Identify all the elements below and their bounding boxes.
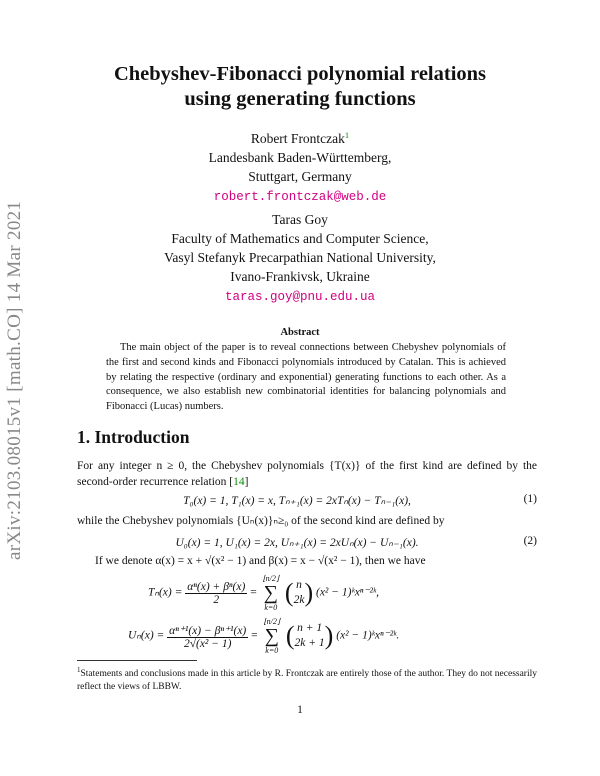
summation-sign: ⌊n/2⌋ ∑ k=0 xyxy=(262,574,280,612)
equation-1: T₀(x) = 1, T₁(x) = x, Tₙ₊₁(x) = 2xTₙ(x) − Tₙ₋₁(x), (1) xyxy=(183,493,537,507)
fraction: $\frac{\text{αⁿ(x) + βⁿ(x)}}{2}$ xyxy=(187,580,246,606)
author-name: Robert Frontczak xyxy=(250,131,345,146)
binomial: ( n + 1 2k + 1 ) xyxy=(285,621,334,650)
author-name: Taras Goy xyxy=(272,212,328,227)
author-block-2 xyxy=(0,210,600,307)
author-block-1 xyxy=(0,126,600,207)
equation-2: U₀(x) = 1, U₁(x) = 2x, Uₙ₊₁(x) = 2xUₙ(x) − Uₙ₋₁(x). (2) xyxy=(175,535,537,549)
author-affiliation: Vasyl Stefanyk Precarpathian National University, xyxy=(164,250,436,265)
title-line-1: Chebyshev-Fibonacci polynomial relations xyxy=(113,63,487,85)
equation-number: (1) xyxy=(523,493,537,505)
summation-sign: ⌊n/2⌋ ∑ k=0 xyxy=(263,617,280,655)
author-email-link[interactable]: robert.frontczak@web.de xyxy=(213,190,387,204)
citation-link[interactable]: 14 xyxy=(233,475,245,488)
author-email-link[interactable]: taras.goy@pnu.edu.ua xyxy=(224,290,376,304)
equation-number: (2) xyxy=(523,535,537,547)
arxiv-identifier: arXiv:2103.08015v1 [math.CO] 14 Mar 2021 xyxy=(4,200,25,560)
paragraph-2: while the Chebyshev polynomials {Uₙ(x)}ₙ≥₀ of the second kind are defined by xyxy=(77,515,445,527)
author-affiliation: Faculty of Mathematics and Computer Science, xyxy=(171,231,429,246)
formula-T: Tₙ(x) = $\frac{\text{αⁿ(x) + βⁿ(x)}}{2}$ = ⌊n/2⌋ ∑ k=0 ( n 2k ) (x² − 1)ᵏxⁿ⁻²ᵏ, xyxy=(148,574,380,612)
abstract-text: The main object of the paper is to reveal connections between Chebyshev polynomials of the first and second kinds and Fibonacci polynomials introduced by Catalan. This is achieved by relating the respective (ordinary and exponential) generating functions to each other. As a consequence, we also establish new combinatorial identities for balancing polynomials and Fibonacci (Lucas) numbers. xyxy=(106,342,506,413)
author-affiliation: Stuttgart, Germany xyxy=(248,169,352,184)
formula-U: Uₙ(x) = $\frac{\text{αⁿ⁺¹(x) − βⁿ⁺¹(x)}}{\text{2√(x² − 1)}}$ = ⌊n/2⌋ ∑ k=0 ( n + 1 2k + 1 ) (x² − 1)ᵏxⁿ⁻²ᵏ. xyxy=(128,617,400,655)
paper-title xyxy=(0,62,600,112)
title-line-2: using generating functions xyxy=(184,88,416,110)
author-affiliation: Ivano-Frankivsk, Ukraine xyxy=(230,269,370,284)
footnote-rule xyxy=(77,660,197,661)
page-number: 1 xyxy=(297,704,303,716)
fraction: $\frac{\text{αⁿ⁺¹(x) − βⁿ⁺¹(x)}}{\text{2√(x² − 1)}}$ xyxy=(169,624,247,650)
paragraph-3: If we denote α(x) = x + √(x² − 1) and β(x) = x − √(x² − 1), then we have xyxy=(95,555,426,567)
footnote: $^1$Statements and conclusions made in this article by R. Frontczak are entirely those of the author. They do not necessarily reflect the views of LBBW. xyxy=(77,666,537,693)
binomial: ( n 2k ) xyxy=(284,578,314,607)
paragraph-1: For any integer n ≥ 0, the Chebyshev polynomials {T(x)} of the first kind are defined by the second-order recurrence relation [14] xyxy=(77,460,537,488)
section-heading: 1. Introduction xyxy=(77,427,190,447)
abstract-heading: Abstract xyxy=(280,327,320,338)
author-affiliation: Landesbank Baden-Württemberg, xyxy=(208,150,392,165)
footnote-marker[interactable]: 1 xyxy=(344,130,350,140)
